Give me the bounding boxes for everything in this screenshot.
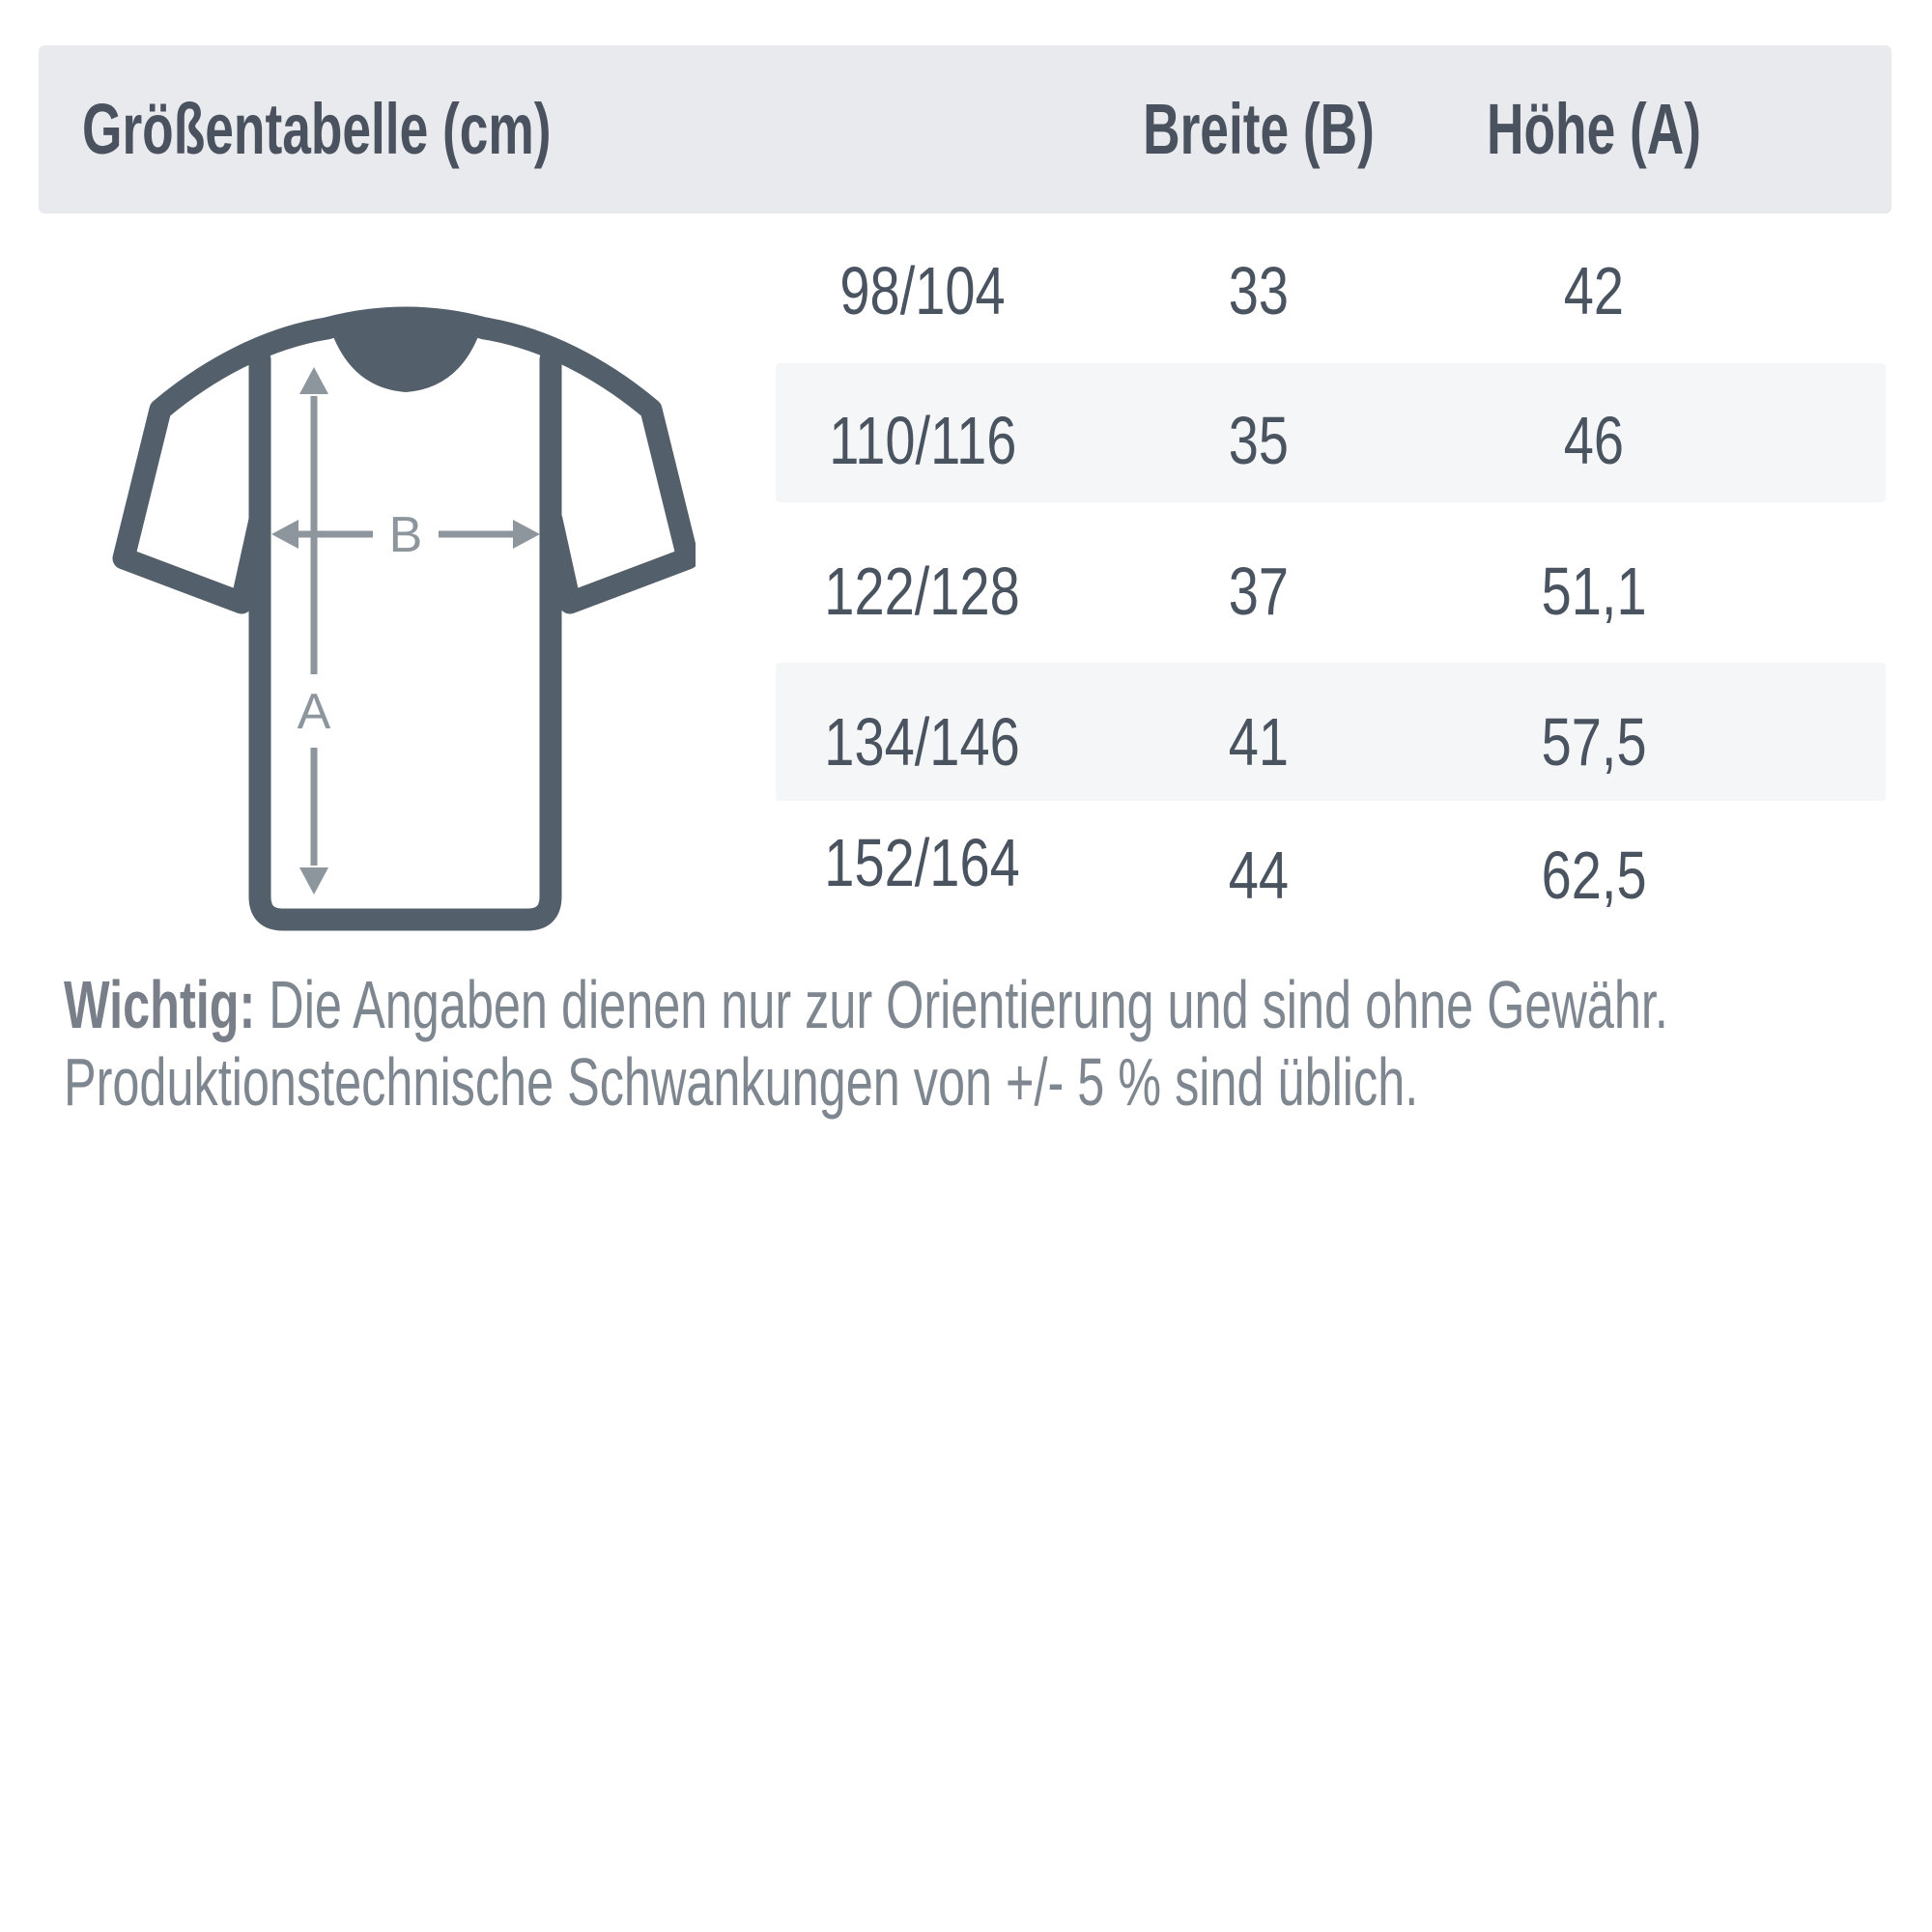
hoehe-cell: 42 — [1563, 253, 1625, 328]
column-header-breite: Breite (B) — [1143, 89, 1375, 169]
size-cell: 110/116 — [828, 403, 1017, 478]
height-arrow-label: A — [297, 684, 331, 740]
tshirt-measurement-diagram — [97, 232, 696, 947]
hoehe-cell: 46 — [1563, 403, 1625, 478]
breite-cell: 44 — [1228, 838, 1290, 913]
disclaimer-line-1: Wichtig: Die Angaben dienen nur zur Orientierung und sind ohne Gewähr. — [64, 967, 1668, 1042]
hoehe-cell: 62,5 — [1541, 838, 1647, 913]
breite-cell: 41 — [1228, 704, 1290, 780]
hoehe-cell: 57,5 — [1541, 704, 1647, 780]
tshirt-outline-icon — [124, 318, 688, 920]
size-cell: 152/164 — [824, 825, 1021, 900]
table-title: Größentabelle (cm) — [82, 89, 552, 169]
breite-cell: 37 — [1228, 554, 1290, 629]
breite-cell: 35 — [1228, 403, 1290, 478]
size-cell: 134/146 — [824, 704, 1021, 780]
disclaimer-note — [64, 966, 1932, 1121]
size-cell: 98/104 — [839, 253, 1006, 328]
width-arrow-label: B — [388, 507, 423, 563]
size-cell: 122/128 — [824, 554, 1021, 629]
disclaimer-lead: Wichtig: — [64, 967, 256, 1042]
collar-crescent — [332, 328, 479, 392]
height-arrow — [299, 367, 328, 895]
disclaimer-line-2: Produktionstechnische Schwankungen von +/- 5 % sind üblich. — [64, 1044, 1419, 1120]
hoehe-cell: 51,1 — [1541, 554, 1647, 629]
breite-cell: 33 — [1228, 253, 1290, 328]
column-header-hoehe: Höhe (A) — [1487, 89, 1701, 169]
